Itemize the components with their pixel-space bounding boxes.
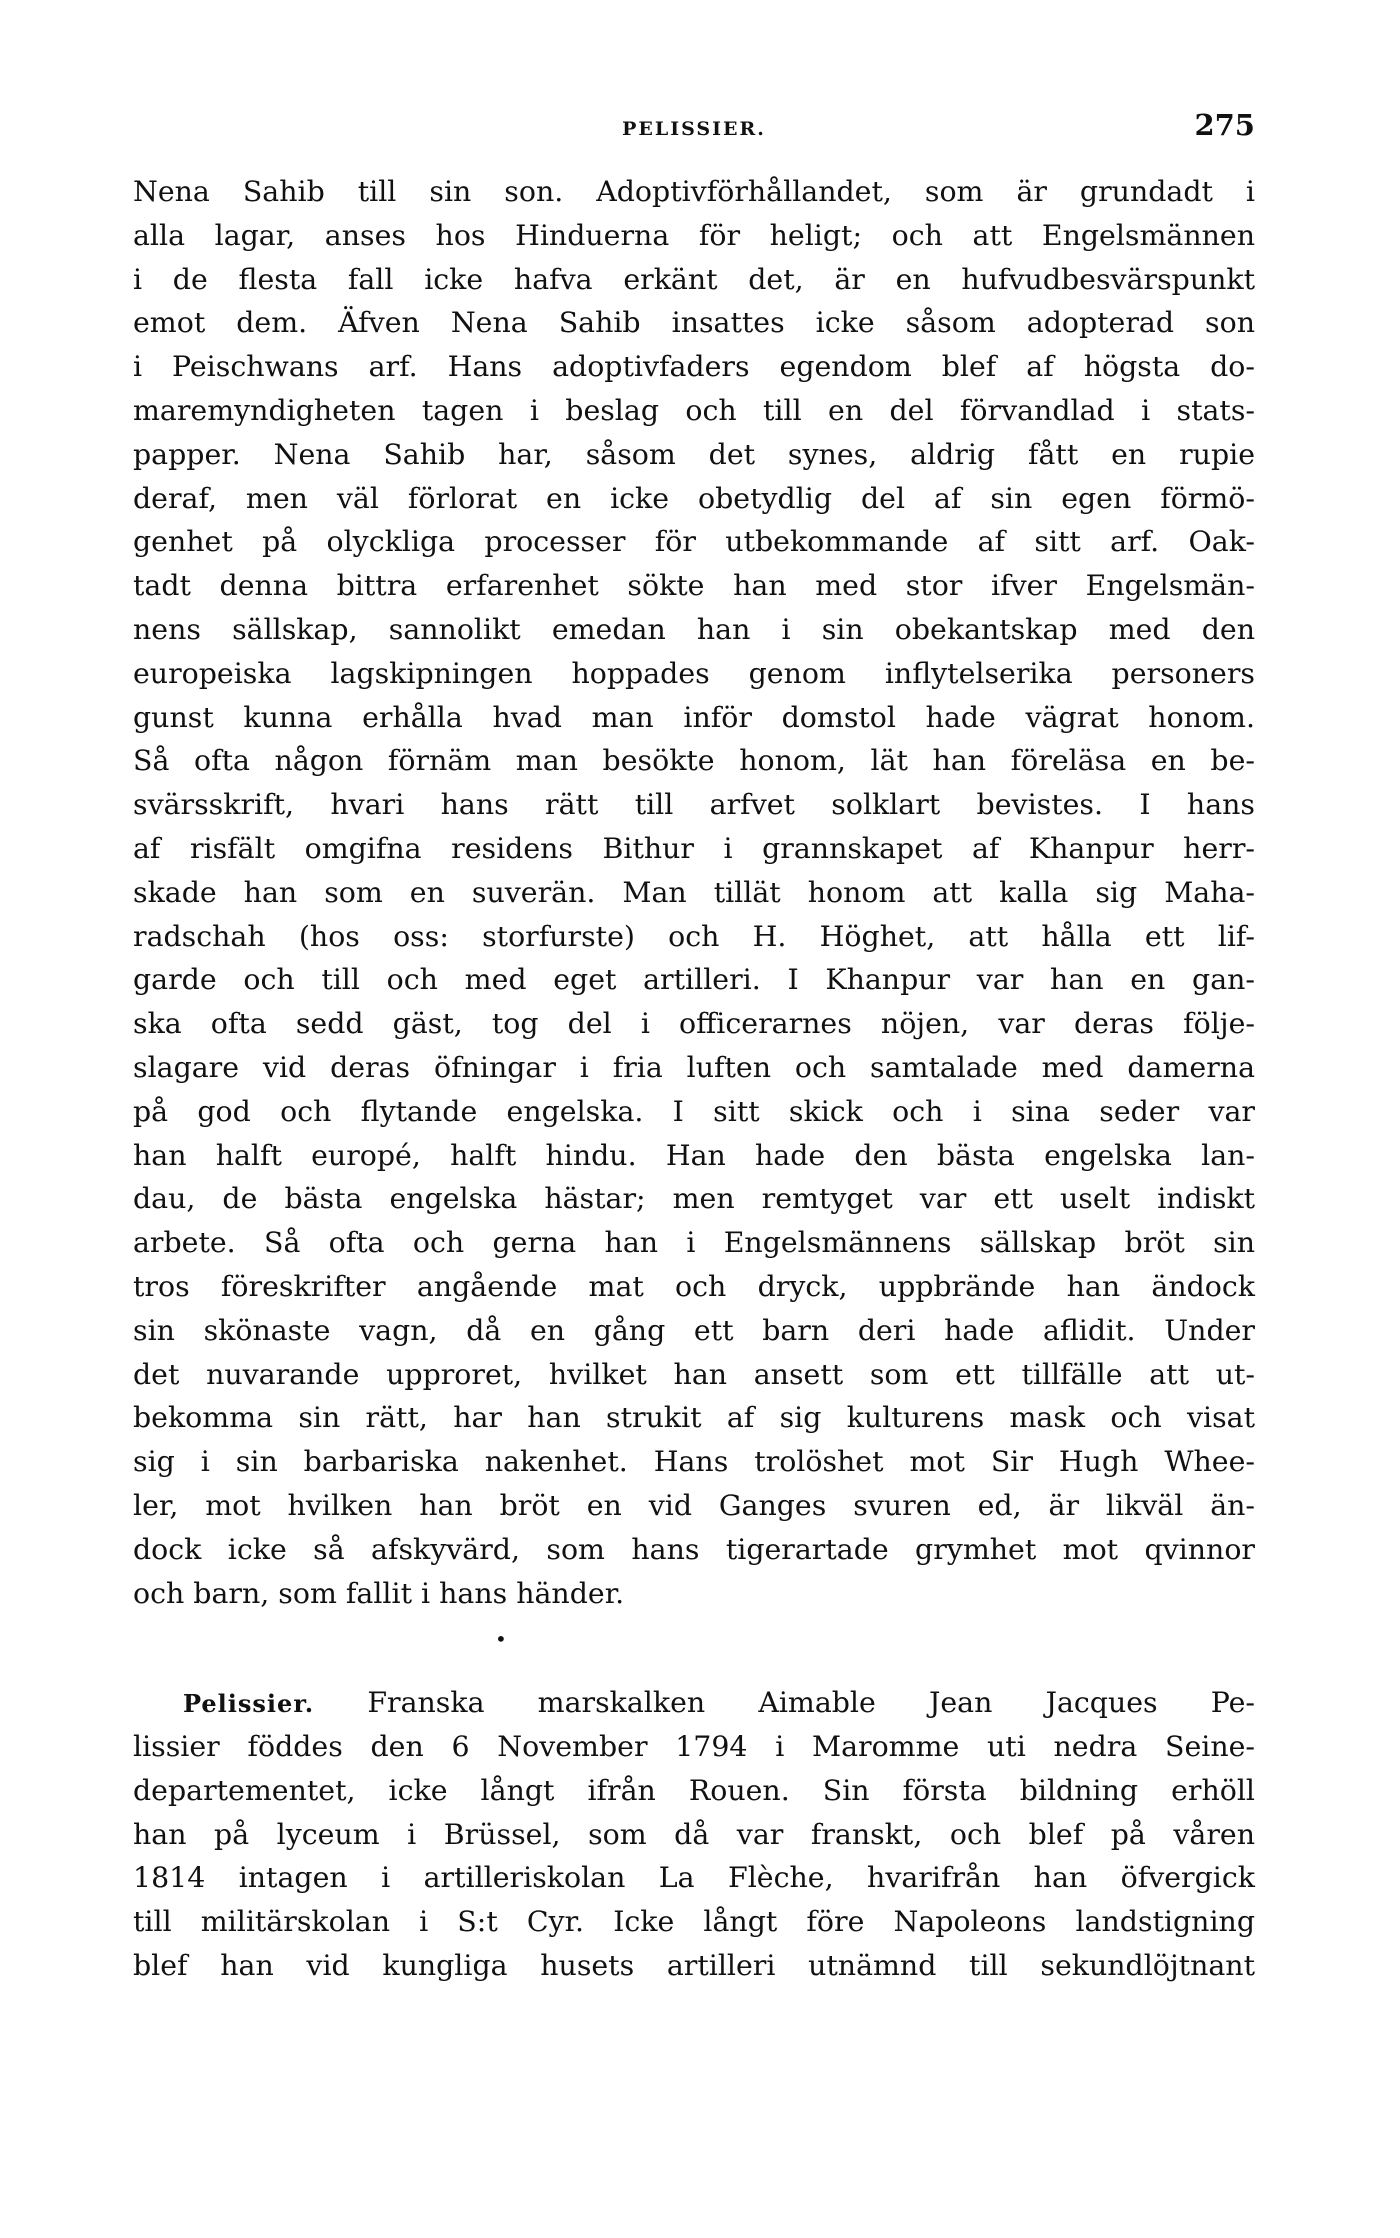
text-line: alla lagar, anses hos Hinduerna för heligt; och att Engelsmännen xyxy=(133,218,1255,252)
text-line: dock icke så afskyvärd, som hans tigerartade grymhet mot qvinnor xyxy=(133,1532,1255,1566)
text-line: nens sällskap, sannolikt emedan han i sin obekantskap med den xyxy=(133,612,1255,646)
text-line: blef han vid kungliga husets artilleri utnämnd till sekundlöjtnant xyxy=(133,1949,1255,1983)
text-line: i de flesta fall icke hafva erkänt det, är en hufvudbesvärspunkt xyxy=(133,262,1255,296)
text-line: dau, de bästa engelska hästar; men remtyget var ett uselt indiskt xyxy=(133,1182,1255,1216)
text-line: tadt denna bittra erfarenhet sökte han med stor ifver Engelsmän- xyxy=(133,569,1255,603)
text-line: emot dem. Äfven Nena Sahib insattes icke såsom adopterad son xyxy=(133,306,1255,340)
text-line: maremyndigheten tagen i beslag och till en del förvandlad i stats- xyxy=(133,393,1255,427)
text-line: papper. Nena Sahib har, såsom det synes, aldrig fått en rupie xyxy=(133,437,1255,471)
text-line: af risfält omgifna residens Bithur i grannskapet af Khanpur herr- xyxy=(133,831,1255,865)
text-line: och barn, som fallit i hans händer. xyxy=(133,1576,625,1610)
text-line: radschah (hos oss: storfurste) och H. Höghet, att hålla ett lif- xyxy=(133,919,1255,953)
text-line: han halft europé, halft hindu. Han hade den bästa engelska lan- xyxy=(133,1138,1255,1172)
text-line: lissier föddes den 6 November 1794 i Maromme uti nedra Seine- xyxy=(133,1730,1255,1764)
running-head xyxy=(133,108,1255,148)
entry-lines xyxy=(133,1725,1255,1988)
text-line: arbete. Så ofta och gerna han i Engelsmännens sällskap bröt sin xyxy=(133,1226,1255,1260)
text-line: departementet, icke långt ifrån Rouen. Sin första bildning erhöll xyxy=(133,1773,1255,1807)
text-line: till militärskolan i S:t Cyr. Icke långt före Napoleons landstigning xyxy=(133,1905,1255,1939)
text-line: det nuvarande upproret, hvilket han ansett som ett tillfälle att ut- xyxy=(133,1357,1255,1391)
text-line xyxy=(133,1681,1255,1725)
text-line: 1814 intagen i artilleriskolan La Flèche, hvarifrån han öfvergick xyxy=(133,1861,1255,1895)
text-line: ska ofta sedd gäst, tog del i officerarnes nöjen, var deras följe- xyxy=(133,1007,1255,1041)
text-line: europeiska lagskipningen hoppades genom inflytelserika personers xyxy=(133,656,1255,690)
text-line: genhet på olyckliga processer för utbekommande af sitt arf. Oak- xyxy=(133,525,1255,559)
text-line: svärsskrift, hvari hans rätt till arfvet solklart bevistes. I hans xyxy=(133,788,1255,822)
entry-first-line: Franska marskalken Aimable Jean Jacques Pe- xyxy=(367,1686,1255,1720)
text-line: bekomma sin rätt, har han strukit af sig kulturens mask och visat xyxy=(133,1401,1255,1435)
running-title: PELISSIER. xyxy=(622,118,766,140)
paragraph-nena-sahib xyxy=(133,170,1255,1615)
text-line: ler, mot hvilken han bröt en vid Ganges svuren ed, är likväl än- xyxy=(133,1488,1255,1522)
text-line: Så ofta någon förnäm man besökte honom, lät han föreläsa en be- xyxy=(133,744,1255,778)
text-line: sin skönaste vagn, då en gång ett barn deri hade aflidit. Under xyxy=(133,1313,1255,1347)
text-line: garde och till och med eget artilleri. I Khanpur var han en gan- xyxy=(133,963,1255,997)
text-line: deraf, men väl förlorat en icke obetydlig del af sin egen förmö- xyxy=(133,481,1255,515)
text-line: sig i sin barbariska nakenhet. Hans trolöshet mot Sir Hugh Whee- xyxy=(133,1445,1255,1479)
section-mark: • xyxy=(495,1627,507,1652)
text-line: slagare vid deras öfningar i fria luften och samtalade med damerna xyxy=(133,1050,1255,1084)
paragraph-pelissier xyxy=(133,1681,1255,1988)
text-line: han på lyceum i Brüssel, som då var franskt, och blef på våren xyxy=(133,1817,1255,1851)
entry-headword: Pelissier. xyxy=(183,1689,315,1719)
text-line: gunst kunna erhålla hvad man inför domstol hade vägrat honom. xyxy=(133,700,1255,734)
text-line: skade han som en suverän. Man tillät honom att kalla sig Maha- xyxy=(133,875,1255,909)
section-break xyxy=(133,1615,1255,1681)
text-line: på god och flytande engelska. I sitt skick och i sina seder var xyxy=(133,1094,1255,1128)
page-body xyxy=(133,170,1255,1988)
text-line: Nena Sahib till sin son. Adoptivförhållandet, som är grundadt i xyxy=(133,175,1255,208)
page-number: 275 xyxy=(1194,108,1255,142)
text-line: tros föreskrifter angående mat och dryck, uppbrände han ändock xyxy=(133,1269,1255,1303)
text-line: i Peischwans arf. Hans adoptivfaders egendom blef af högsta do- xyxy=(133,350,1255,384)
